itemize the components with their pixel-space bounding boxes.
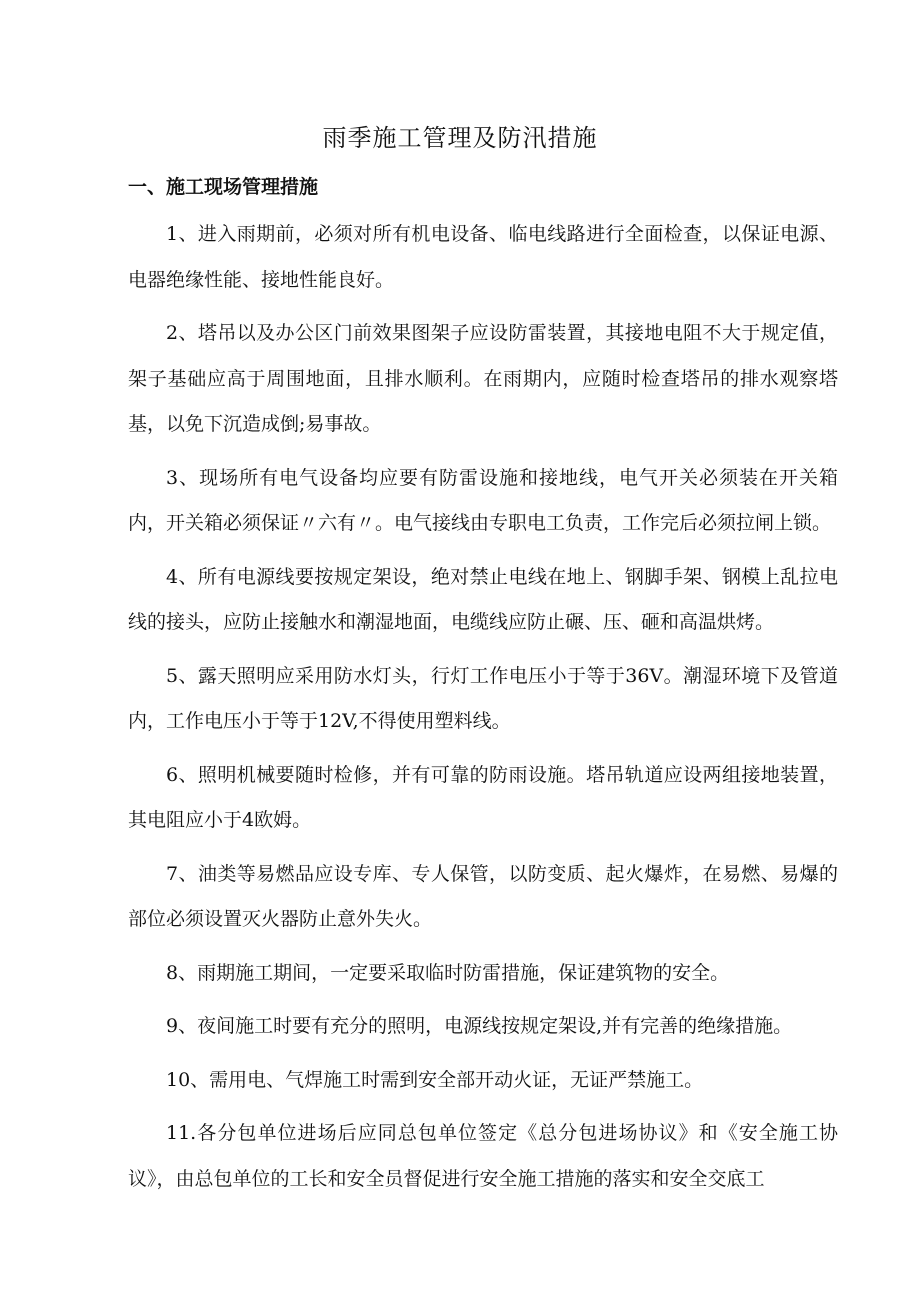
- paragraph-9: 9、夜间施工时要有充分的照明，电源线按规定架设,并有完善的绝缘措施。: [166, 1015, 793, 1037]
- paragraph-6: 6、照明机械要随时检修，并有可靠的防雨设施。塔吊轨道应设两组接地装置，其电阻应小于4欧姆。: [128, 763, 838, 831]
- paragraph-4: 4、所有电源线要按规定架设，绝对禁止电线在地上、钢脚手架、钢模上乱拉电线的接头，应防止接触水和潮湿地面，电缆线应防止碾、压、砸和高温烘烤。: [128, 565, 838, 633]
- document-body: [128, 212, 838, 1210]
- paragraph-1: 1、进入雨期前，必须对所有机电设备、临电线路进行全面检查，以保证电源、电器绝缘性能、接地性能良好。: [128, 223, 838, 291]
- document-title: 雨季施工管理及防汛措施: [322, 124, 598, 152]
- paragraph-5: 5、露天照明应采用防水灯头，行灯工作电压小于等于36V。潮湿环境下及管道内，工作电压小于等于12V,不得使用塑料线。: [128, 664, 838, 732]
- section-heading: 一、施工现场管理措施: [128, 176, 319, 198]
- paragraph-8: 8、雨期施工期间，一定要采取临时防雷措施，保证建筑物的安全。: [166, 961, 730, 984]
- paragraph-11: 11.各分包单位进场后应同总包单位签定《总分包进场协议》和《安全施工协议》，由总包单位的工长和安全员督促进行安全施工措施的落实和安全交底工: [128, 1122, 838, 1190]
- paragraph-10: 10、需用电、气焊施工时需到安全部开动火证，无证严禁施工。: [166, 1068, 704, 1091]
- paragraph-2: 2、塔吊以及办公区门前效果图架子应设防雷装置，其接地电阻不大于规定值，架子基础应高于周围地面，且排水顺利。在雨期内，应随时检查塔吊的排水观察塔基，以免下沉造成倒;易事故。: [128, 322, 838, 435]
- paragraph-3: 3、现场所有电气设备均应要有防雷设施和接地线，电气开关必须装在开关箱内，开关箱必须保证〃六有〃。电气接线由专职电工负责，工作完后必须拉闸上锁。: [128, 466, 838, 534]
- paragraph-7: 7、油类等易燃品应设专库、专人保管，以防变质、起火爆炸，在易燃、易爆的部位必须设置灭火器防止意外失火。: [128, 862, 838, 930]
